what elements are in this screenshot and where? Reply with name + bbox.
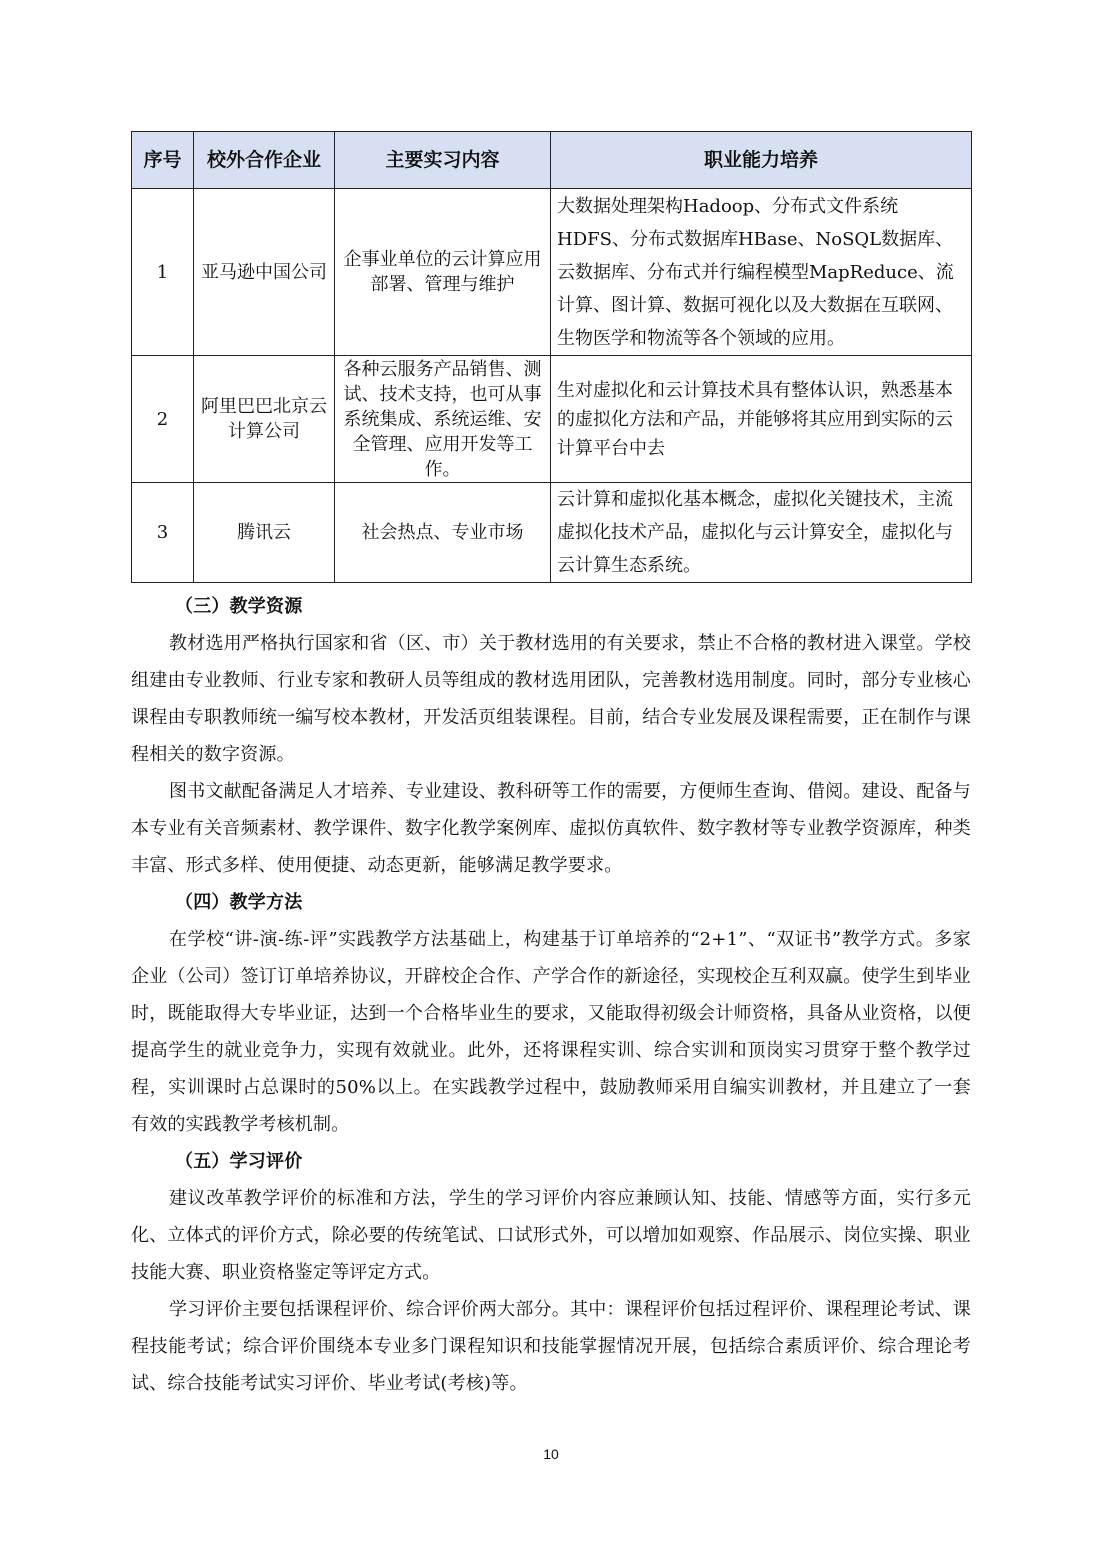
header-content: 主要实习内容 xyxy=(335,132,551,189)
row-company xyxy=(194,356,335,483)
paragraph: 学习评价主要包括课程评价、综合评价两大部分。其中：课程评价包括过程评价、课程理论考试、课程技能考试；综合评价围绕本专业多门课程知识和技能掌握情况开展，包括综合素质评价、综合理论考试、综合技能考试实习评价、毕业考试(考核)等。 xyxy=(131,1299,971,1394)
company-text: 阿里巴巴北京云计算公司 xyxy=(201,396,327,442)
row-content xyxy=(335,483,551,583)
company-text: 亚马逊中国公司 xyxy=(201,261,327,283)
header-number: 序号 xyxy=(132,132,194,189)
row-skills: 云计算和虚拟化基本概念，虚拟化关键技术，主流虚拟化技术产品，虚拟化与云计算安全，虚拟化与云计算生态系统。 xyxy=(551,483,972,583)
page-number: 10 xyxy=(543,1446,559,1462)
table-row xyxy=(132,189,972,356)
section-heading-learning-evaluation: （五）学习评价 xyxy=(175,1151,303,1172)
table-header-row xyxy=(132,132,972,189)
content-text: 社会热点、专业市场 xyxy=(361,522,524,543)
paragraph: 图书文献配备满足人才培养、专业建设、教科研等工作的需要，方便师生查询、借阅。建设、配备与本专业有关音频素材、教学课件、数字化教学案例库、虚拟仿真软件、数字教材等专业教学资源库，种类丰富、形式多样、使用便捷、动态更新，能够满足教学要求。 xyxy=(131,781,971,876)
content-text: 各种云服务产品销售、测试、技术支持，也可从事系统集成、系统运维、安全管理、应用开发等工作。 xyxy=(343,358,542,480)
row-number: 2 xyxy=(132,356,194,483)
paragraph: 教材选用严格执行国家和省（区、市）关于教材选用的有关要求，禁止不合格的教材进入课堂。学校组建由专业教师、行业专家和教研人员等组成的教材选用团队，完善教材选用制度。同时，部分专业核心课程由专职教师统一编写校本教材，开发活页组装课程。目前，结合专业发展及课程需要，正在制作与课程相关的数字资源。 xyxy=(131,633,971,765)
body-text xyxy=(131,588,971,1402)
section-heading-teaching-resources: （三）教学资源 xyxy=(175,596,303,617)
table-row xyxy=(132,356,972,483)
row-number: 3 xyxy=(132,483,194,583)
paragraph: 在学校“讲-演-练-评”实践教学方法基础上，构建基于订单培养的“2+1”、“双证书”教学方式。多家企业（公司）签订订单培养协议，开辟校企合作、产学合作的新途径，实现校企互利双赢。使学生到毕业时，既能取得大专毕业证，达到一个合格毕业生的要求，又能取得初级会计师资格，具备从业资格，以便提高学生的就业竞争力，实现有效就业。此外，还将课程实训、综合实训和顶岗实习贯穿于整个教学过程，实训课时占总课时的50%以上。在实践教学过程中，鼓励教师采用自编实训教材，并且建立了一套有效的实践教学考核机制。 xyxy=(131,929,971,1135)
row-content xyxy=(335,189,551,356)
section-heading-teaching-methods: （四）教学方法 xyxy=(175,892,303,913)
paragraph: 建议改革教学评价的标准和方法，学生的学习评价内容应兼顾认知、技能、情感等方面，实行多元化、立体式的评价方式，除必要的传统笔试、口试形式外，可以增加如观察、作品展示、岗位实操、职业技能大赛、职业资格鉴定等评定方式。 xyxy=(131,1188,971,1283)
row-company xyxy=(194,483,335,583)
row-company xyxy=(194,189,335,356)
internship-table xyxy=(131,131,972,583)
row-number: 1 xyxy=(132,189,194,356)
header-company: 校外合作企业 xyxy=(194,132,335,189)
row-content xyxy=(335,356,551,483)
company-text: 腾讯云 xyxy=(237,522,291,543)
content-text: 企事业单位的云计算应用部署、管理与维护 xyxy=(343,249,542,295)
table-row xyxy=(132,483,972,583)
row-skills: 生对虚拟化和云计算技术具有整体认识，熟悉基本的虚拟化方法和产品，并能够将其应用到实际的云计算平台中去 xyxy=(551,356,972,483)
row-skills: 大数据处理架构Hadoop、分布式文件系统HDFS、分布式数据库HBase、NoSQL数据库、云数据库、分布式并行编程模型MapReduce、流计算、图计算、数据可视化以及大数据在互联网、生物医学和物流等各个领域的应用。 xyxy=(551,189,972,356)
header-skills: 职业能力培养 xyxy=(551,132,972,189)
